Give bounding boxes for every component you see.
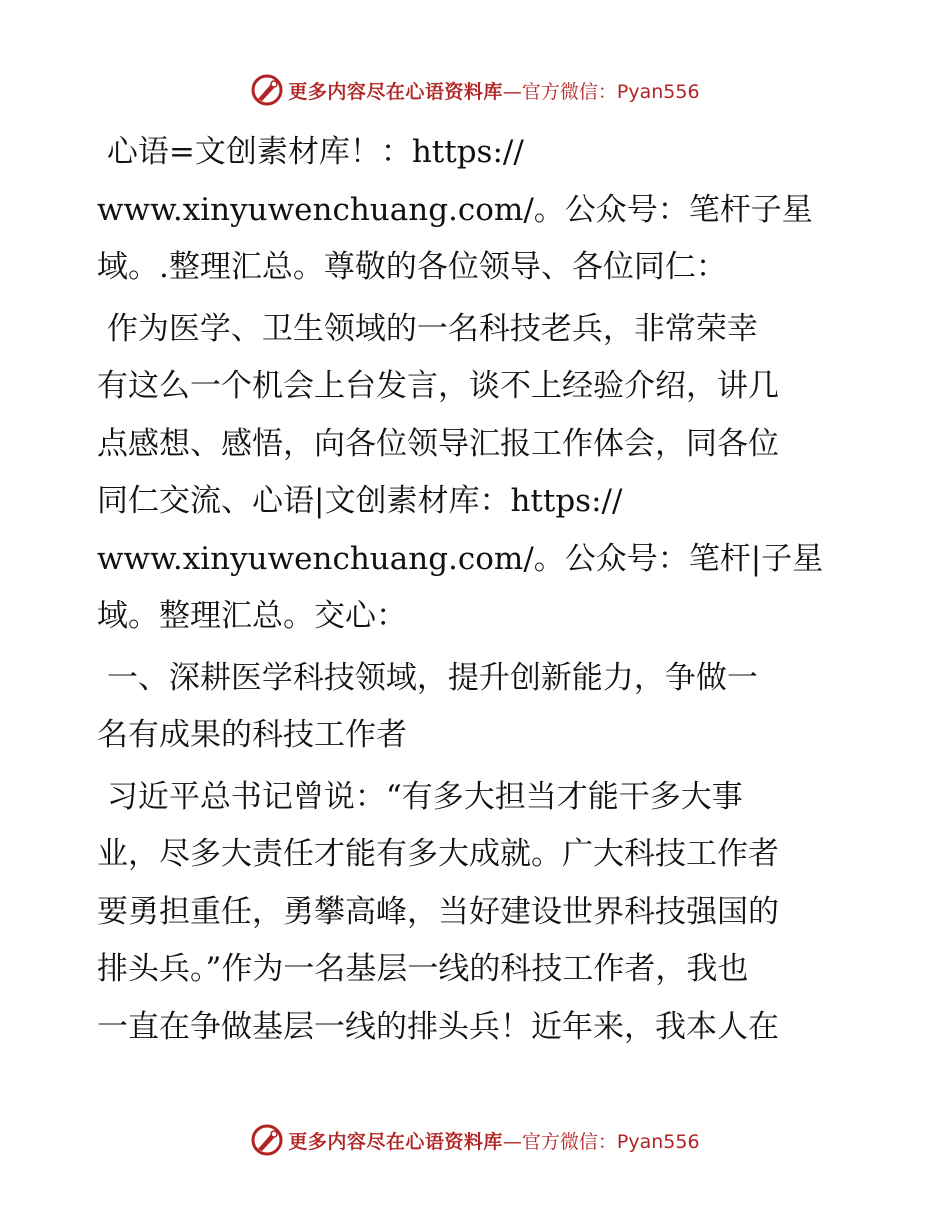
watermark-contact-text: —官方微信：Pyan556 (502, 80, 700, 103)
text-line: 习近平总书记曾说：“有多大担当才能干多大事 (97, 778, 743, 815)
paragraph (97, 301, 857, 646)
text-line: 同仁交流、心语|文创素材库：https:// (97, 483, 623, 519)
document-body (97, 124, 857, 1056)
pen-circle-logo-icon (250, 73, 284, 107)
paragraph (97, 769, 857, 1057)
watermark-bold-text: 更多内容尽在心语资料库 (288, 80, 503, 103)
text-line: 有这么一个机会上台发言，谈不上经验介绍，讲几 (97, 368, 779, 404)
text-line: 作为医学、卫生领域的一名科技老兵，非常荣幸 (97, 310, 758, 347)
text-line: 域。.整理汇总。尊敬的各位领导、各位同仁： (97, 249, 727, 285)
text-line: 排头兵。”作为一名基层一线的科技工作者，我也 (97, 951, 749, 987)
text-line: 业，尽多大责任才能有多大成就。广大科技工作者 (97, 836, 779, 872)
text-line: www.xinyuwenchuang.com/。公众号：笔杆子星 (97, 191, 813, 228)
text-line: 一、深耕医学科技领域，提升创新能力，争做一 (97, 659, 758, 696)
text-line: www.xinyuwenchuang.com/。公众号：笔杆|子星 (97, 540, 824, 577)
text-line: 域。整理汇总。交心： (97, 598, 407, 634)
text-line: 点感想、感悟，向各位领导汇报工作体会，同各位 (97, 425, 779, 462)
watermark-contact-text: —官方微信：Pyan556 (502, 1130, 700, 1153)
text-line: 要勇担重任，勇攀高峰，当好建设世界科技强国的 (97, 893, 779, 930)
watermark-footer (0, 1120, 950, 1160)
watermark-header (0, 70, 950, 110)
watermark-bold-text: 更多内容尽在心语资料库 (288, 1130, 503, 1153)
section-heading (97, 650, 857, 765)
pen-circle-logo-icon (250, 1123, 284, 1157)
text-line: 心语=文创素材库！：https:// (97, 134, 524, 170)
text-line: 名有成果的科技工作者 (97, 717, 407, 753)
text-line: 一直在争做基层一线的排头兵！近年来，我本人在 (97, 1008, 779, 1045)
paragraph (97, 124, 857, 297)
